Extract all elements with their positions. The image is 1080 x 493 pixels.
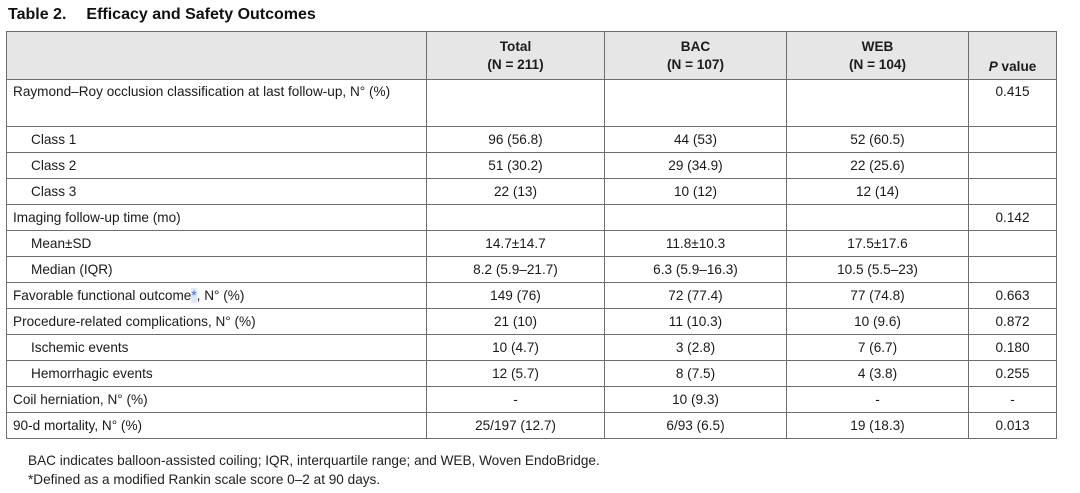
header-web-n: (N = 104)	[848, 56, 907, 72]
row-label: Raymond–Roy occlusion classification at last follow-up, N° (%)	[7, 80, 427, 127]
table-title	[8, 6, 316, 24]
row-label: 90-d mortality, N° (%)	[7, 413, 427, 439]
row-label: Class 1	[7, 127, 427, 153]
cell-web: 12 (14)	[787, 179, 969, 205]
row-label: Mean±SD	[7, 231, 427, 257]
row-label: Hemorrhagic events	[7, 361, 427, 387]
cell-bac: 6/93 (6.5)	[605, 413, 787, 439]
cell-p	[969, 257, 1057, 283]
table-row	[7, 413, 1057, 439]
cell-bac: 10 (9.3)	[605, 387, 787, 413]
table-row	[7, 361, 1057, 387]
header-web-label: WEB	[861, 38, 894, 54]
cell-total: 8.2 (5.9–21.7)	[427, 257, 605, 283]
header-web	[787, 32, 969, 80]
header-bac-label: BAC	[680, 38, 711, 54]
cell-p: 0.013	[969, 413, 1057, 439]
cell-bac: 11.8±10.3	[605, 231, 787, 257]
header-row	[7, 32, 1057, 80]
cell-bac: 11 (10.3)	[605, 309, 787, 335]
table-row	[7, 283, 1057, 309]
cell-bac	[605, 80, 787, 127]
table-row	[7, 179, 1057, 205]
cell-total: 21 (10)	[427, 309, 605, 335]
table-row	[7, 309, 1057, 335]
table-caption: Efficacy and Safety Outcomes	[86, 6, 316, 23]
cell-p	[969, 127, 1057, 153]
table-row	[7, 127, 1057, 153]
table-row	[7, 231, 1057, 257]
header-label-col	[7, 32, 427, 80]
table-number: Table 2.	[8, 6, 67, 23]
cell-p: 0.872	[969, 309, 1057, 335]
cell-total: 96 (56.8)	[427, 127, 605, 153]
row-label: Class 2	[7, 153, 427, 179]
table-row	[7, 387, 1057, 413]
cell-web: 19 (18.3)	[787, 413, 969, 439]
cell-web: 22 (25.6)	[787, 153, 969, 179]
table-row	[7, 80, 1057, 127]
header-bac	[605, 32, 787, 80]
row-label: Imaging follow-up time (mo)	[7, 205, 427, 231]
cell-bac: 29 (34.9)	[605, 153, 787, 179]
footnote-asterisk-link[interactable]: *	[191, 288, 197, 303]
row-label: Class 3	[7, 179, 427, 205]
cell-total: 14.7±14.7	[427, 231, 605, 257]
cell-bac: 72 (77.4)	[605, 283, 787, 309]
header-p-value	[969, 32, 1057, 80]
cell-web: 10 (9.6)	[787, 309, 969, 335]
table-row	[7, 257, 1057, 283]
header-total-n: (N = 211)	[487, 56, 544, 72]
table-row	[7, 153, 1057, 179]
cell-web: 4 (3.8)	[787, 361, 969, 387]
cell-p	[969, 179, 1057, 205]
cell-p	[969, 153, 1057, 179]
cell-p: 0.180	[969, 335, 1057, 361]
footnote-abbreviations: BAC indicates balloon-assisted coiling; IQR, interquartile range; and WEB, Woven EndoBridge.	[28, 453, 600, 468]
row-label: Procedure-related complications, N° (%)	[7, 309, 427, 335]
cell-p: -	[969, 387, 1057, 413]
cell-web	[787, 205, 969, 231]
header-bac-n: (N = 107)	[666, 56, 725, 72]
cell-bac: 3 (2.8)	[605, 335, 787, 361]
cell-total: 51 (30.2)	[427, 153, 605, 179]
row-label: Median (IQR)	[7, 257, 427, 283]
cell-web: 10.5 (5.5–23)	[787, 257, 969, 283]
cell-total: 10 (4.7)	[427, 335, 605, 361]
cell-bac: 10 (12)	[605, 179, 787, 205]
cell-web: 77 (74.8)	[787, 283, 969, 309]
header-p-italic: P	[988, 59, 998, 74]
cell-web: 7 (6.7)	[787, 335, 969, 361]
cell-total: 149 (76)	[427, 283, 605, 309]
cell-web	[787, 80, 969, 127]
table-row	[7, 205, 1057, 231]
cell-bac	[605, 205, 787, 231]
cell-bac: 6.3 (5.9–16.3)	[605, 257, 787, 283]
cell-bac: 8 (7.5)	[605, 361, 787, 387]
cell-p: 0.255	[969, 361, 1057, 387]
cell-p	[969, 231, 1057, 257]
cell-total: 12 (5.7)	[427, 361, 605, 387]
cell-web: -	[787, 387, 969, 413]
header-p-rest: value	[997, 59, 1037, 74]
cell-total: 25/197 (12.7)	[427, 413, 605, 439]
header-total-label: Total	[499, 38, 532, 54]
row-label	[7, 283, 427, 309]
row-label-suffix: , N° (%)	[196, 288, 245, 303]
cell-total: 22 (13)	[427, 179, 605, 205]
cell-web: 52 (60.5)	[787, 127, 969, 153]
cell-p: 0.415	[969, 80, 1057, 127]
cell-web: 17.5±17.6	[787, 231, 969, 257]
table-row	[7, 335, 1057, 361]
cell-p: 0.142	[969, 205, 1057, 231]
cell-total	[427, 80, 605, 127]
row-label-main: Favorable functional outcome	[13, 288, 192, 303]
row-label: Ischemic events	[7, 335, 427, 361]
cell-bac: 44 (53)	[605, 127, 787, 153]
cell-p: 0.663	[969, 283, 1057, 309]
header-total	[427, 32, 605, 80]
row-label: Coil herniation, N° (%)	[7, 387, 427, 413]
footnote-asterisk: *Defined as a modified Rankin scale score 0–2 at 90 days.	[28, 472, 381, 487]
cell-total	[427, 205, 605, 231]
cell-total: -	[427, 387, 605, 413]
outcomes-table	[6, 31, 1057, 439]
